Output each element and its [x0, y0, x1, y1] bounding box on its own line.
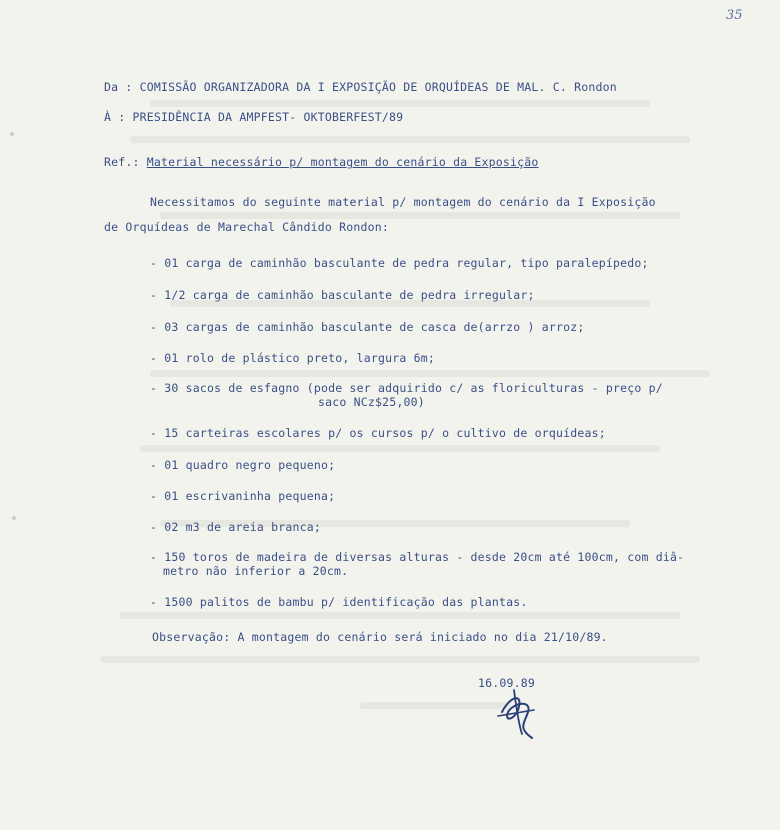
list-item: - 15 carteiras escolares p/ os cursos p/ o cultivo de orquídeas; [150, 426, 606, 440]
punch-mark [10, 132, 14, 136]
show-through-line [150, 100, 650, 107]
list-item: - 1/2 carga de caminhão basculante de pedra irregular; [150, 288, 535, 302]
list-item: - 01 quadro negro pequeno; [150, 458, 336, 472]
to-text: PRESIDÊNCIA DA AMPFEST- OKTOBERFEST/89 [132, 110, 404, 124]
show-through-line [120, 612, 680, 619]
list-item: - 01 carga de caminhão basculante de pedra regular, tipo paralepípedo; [150, 256, 649, 270]
list-item: - 02 m3 de areia branca; [150, 520, 321, 534]
observation: Observação: A montagem do cenário será iniciado no dia 21/10/89. [152, 630, 608, 644]
list-item: - 150 toros de madeira de diversas alturas - desde 20cm até 100cm, com diâ- [150, 550, 685, 564]
show-through-line [130, 136, 690, 143]
reference-text: Material necessário p/ montagem do cenário da Exposição [146, 155, 539, 169]
to-line [104, 110, 403, 124]
date: 16.09.89 [478, 676, 535, 690]
punch-mark [12, 516, 16, 520]
page-number: 35 [726, 8, 743, 23]
list-item-continuation: metro não inferior a 20cm. [163, 564, 349, 578]
show-through-line [100, 656, 700, 663]
from-line [104, 80, 617, 94]
reference-label: Ref.: [104, 155, 140, 169]
handwritten-signature [488, 682, 548, 742]
from-label: Da : [104, 80, 133, 94]
list-item: - 01 rolo de plástico preto, largura 6m; [150, 351, 435, 365]
list-item: - 01 escrivaninha pequena; [150, 489, 336, 503]
intro-line: Necessitamos do seguinte material p/ montagem do cenário da I Exposição [150, 195, 656, 209]
show-through-line [160, 212, 680, 219]
reference-line [104, 155, 539, 169]
list-item: - 1500 palitos de bambu p/ identificação das plantas. [150, 595, 528, 609]
show-through-line [140, 445, 660, 452]
show-through-line [150, 370, 710, 377]
list-item: - 30 sacos de esfagno (pode ser adquirido c/ as floriculturas - preço p/ [150, 381, 663, 395]
from-text: COMISSÃO ORGANIZADORA DA I EXPOSIÇÃO DE ORQUÍDEAS DE MAL. C. Rondon [139, 80, 617, 94]
list-item-continuation: saco NCz$25,00) [318, 395, 425, 409]
list-item: - 03 cargas de caminhão basculante de casca de(arrzo ) arroz; [150, 320, 585, 334]
intro-line: de Orquídeas de Marechal Cândido Rondon: [104, 220, 389, 234]
to-label: À : [104, 110, 126, 124]
